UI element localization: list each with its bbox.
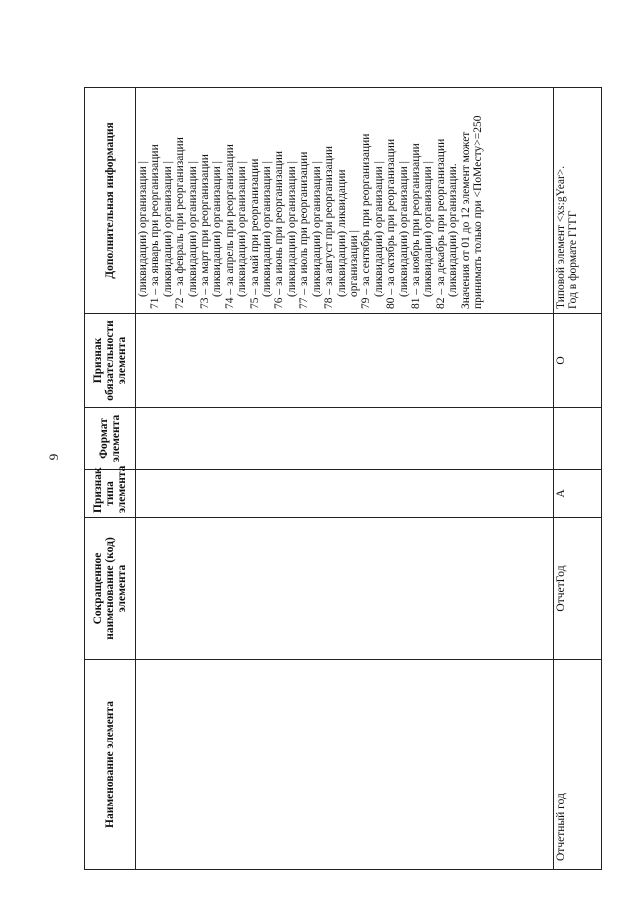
info-line: 79 – за сентябрь при реорганизации (360, 133, 373, 309)
header-short-name: Сокращенное наименование (код) элемента (85, 518, 136, 660)
info-line: (ликвидации) организации | (285, 161, 298, 297)
cell-empty (136, 314, 554, 408)
table-row (136, 88, 554, 870)
cell-extra-info (554, 88, 602, 314)
info-line: (ликвидации) организации | (137, 161, 149, 297)
info-line: (ликвидации) организации | (186, 161, 199, 297)
cell-element-name: Отчетный год (554, 660, 602, 870)
info-line: 72 – за февраль при реорганизации (174, 137, 187, 309)
header-format: Формат элемента (85, 408, 136, 470)
rotated-table-container (84, 88, 602, 870)
header-required-flag: Признак обязательности элемента (85, 314, 136, 408)
page-number: 9 (45, 453, 61, 461)
cell-type-flag: А (554, 470, 602, 518)
elements-table (84, 87, 602, 870)
header-type-flag: Признак типа элемента (85, 470, 136, 518)
info-line: 78 – за август при реорганизации (323, 145, 336, 309)
header-element-name: Наименование элемента (85, 660, 136, 870)
info-line: (ликвидации) организации | (372, 161, 385, 297)
header-extra-info: Дополнительная информация (85, 88, 136, 314)
info-line: (ликвидации) организации | (397, 161, 410, 297)
info-line: 75 – за май при реорганизации (248, 158, 261, 309)
info-line: 74 – за апрель при реорганизации (223, 144, 236, 309)
cell-required-flag: О (554, 314, 602, 408)
cell-empty (136, 408, 554, 470)
info-line: (ликвидации) организации | (422, 161, 435, 297)
cell-empty (136, 518, 554, 660)
info-line: Типовой элемент <xs:gYear>. (555, 165, 567, 309)
info-line: 73 – за март при реорганизации (199, 154, 212, 309)
info-line: 76 – за июнь при реорганизации (273, 150, 286, 309)
info-line: 80 – за октябрь при реорганизации (385, 138, 398, 309)
cell-empty (136, 470, 554, 518)
info-line: Значения от 01 до 12 элемент может (459, 131, 472, 309)
info-line: (ликвидации) организации. (447, 163, 460, 297)
cell-empty (136, 660, 554, 870)
info-line: 81 – за ноябрь при реорганизации (409, 143, 422, 309)
info-line: Год в формате ГГГГ (567, 210, 580, 309)
info-line: (ликвидации) организации | (236, 161, 249, 297)
info-line: (ликвидации) организации | (161, 161, 174, 297)
table-row (554, 88, 602, 870)
cell-extra-info (136, 88, 554, 314)
info-line: 77 – за июль при реорганизации (298, 151, 311, 309)
info-line: (ликвидации) организации | (310, 161, 323, 297)
info-line: (ликвидации) ликвидации (335, 169, 348, 297)
info-line: (ликвидации) организации | (211, 161, 224, 297)
info-line: 71 – за январь при реорганизации (149, 144, 162, 309)
info-line: (ликвидации) организации | (261, 161, 274, 297)
table-header-row (85, 88, 136, 870)
info-line: принимать только при <ПоМесту>=250 (471, 115, 484, 309)
info-line: 82 – за декабрь при реорганизации (434, 138, 447, 309)
info-line: организации | (347, 230, 360, 297)
cell-short-name: ОтчетГод (554, 518, 602, 660)
cell-format (554, 408, 602, 470)
